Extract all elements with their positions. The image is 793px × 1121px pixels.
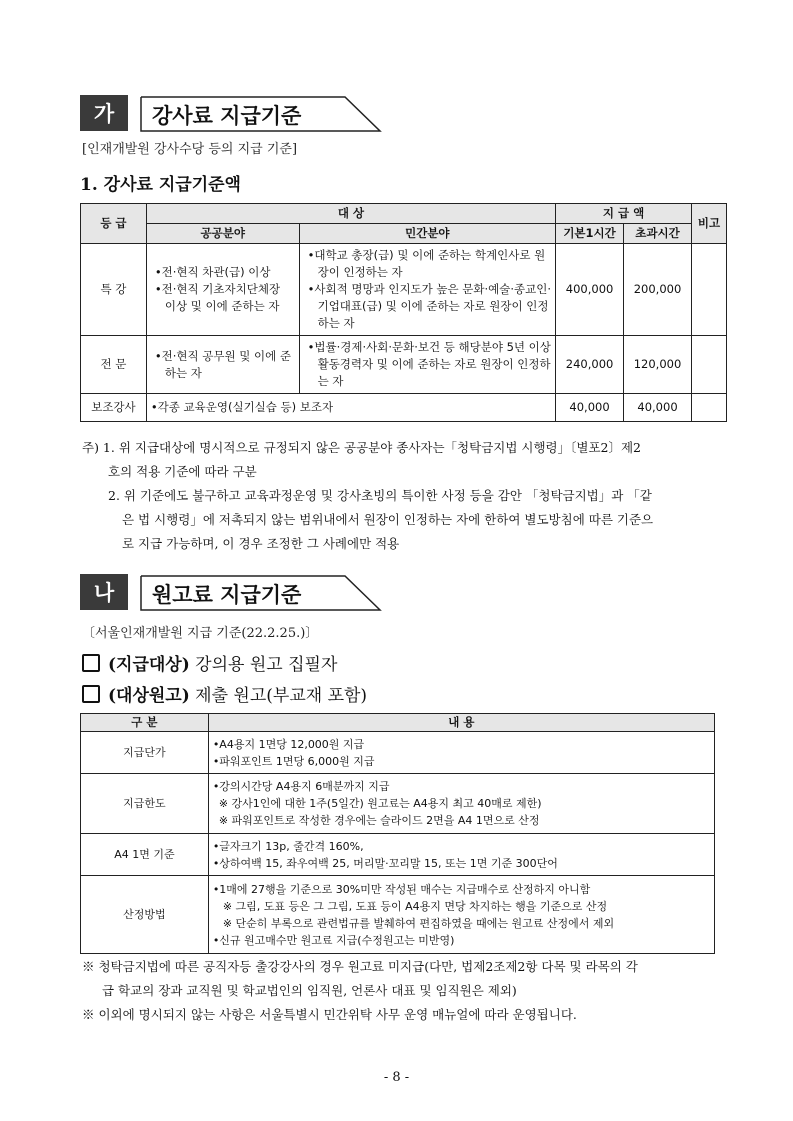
header-extra: 초과시간 — [624, 224, 692, 244]
criteria-label: (대상원고) — [108, 686, 190, 706]
content-cell — [208, 774, 714, 834]
public-item: •전·현직 차관(급) 이상 — [154, 265, 271, 279]
footnote-line: ※ 이외에 명시되지 않는 사항은 서울특별시 민간위탁 사무 운영 매뉴얼에 따라 운영됩니다. — [82, 1007, 577, 1022]
content-cell — [208, 876, 714, 954]
lecture-fee-table — [80, 203, 727, 422]
table-row — [81, 336, 727, 394]
public-item: •전·현직 공무원 및 이에 준하는 자 — [154, 348, 292, 380]
extra-fee: 200,000 — [624, 244, 692, 336]
grade-cell: 특 강 — [81, 244, 147, 336]
manuscript-fee-table — [80, 713, 715, 954]
public-cell — [146, 336, 299, 394]
page-number: - 8 - — [383, 1070, 410, 1085]
content-line: •신규 원고매수만 원고료 지급(수정원고는 미반영) — [212, 933, 455, 947]
category-cell: A4 1면 기준 — [81, 834, 209, 876]
table-row — [81, 732, 715, 774]
checkbox-icon — [82, 685, 100, 703]
private-item: •법률·경제·사회·문화·보건 등 해당분야 5년 이상 활동경력자 및 이에 준하는 자로 원장이 인정하는 자 — [307, 340, 551, 388]
private-item: •대학교 총장(급) 및 이에 준하는 학계인사로 원장이 인정하는 자 — [307, 248, 546, 279]
footnote-line: 주) 1. 위 지급대상에 명시적으로 규정되지 않은 공공분야 종사자는「청탁금지법 시행령」〔별포2〕제2 — [82, 440, 641, 455]
header-public: 공공분야 — [146, 224, 299, 244]
public-item: •전·현직 기초자치단체장 이상 및 이에 준하는 자 — [154, 282, 281, 313]
table-row — [81, 834, 715, 876]
content-cell — [208, 732, 714, 774]
subsection-heading: 1. 강사료 지급기준액 — [80, 175, 241, 195]
remark-cell — [692, 244, 727, 336]
header-grade: 등 급 — [81, 204, 147, 244]
header-content: 내 용 — [208, 714, 714, 732]
table-row — [81, 876, 715, 954]
content-line: ※ 그림, 도표 등은 그 그림, 도표 등이 A4용지 면당 차지하는 행을 기준으로 산정 — [222, 899, 608, 913]
content-cell — [208, 834, 714, 876]
criteria-line — [82, 650, 337, 675]
section-title-box — [140, 96, 385, 130]
remark-cell — [692, 336, 727, 394]
footnote-line: 로 지급 가능하며, 이 경우 조정한 그 사례에만 적용 — [122, 536, 400, 551]
section-note: [인재개발원 강사수당 등의 지급 기준] — [82, 142, 298, 157]
private-item: •사회적 명망과 인지도가 높은 문화·예술·종교인·기업대표(급) 및 이에 준하는 자로 원장이 인정하는 자 — [307, 282, 552, 330]
base-fee: 40,000 — [556, 394, 624, 422]
table-row — [81, 394, 727, 422]
header-remark: 비고 — [692, 204, 727, 244]
grade-cell: 보조강사 — [81, 394, 147, 422]
category-cell: 산정방법 — [81, 876, 209, 954]
header-category: 구 분 — [81, 714, 209, 732]
header-target: 대 상 — [146, 204, 555, 224]
header-amount: 지 급 액 — [556, 204, 692, 224]
content-line: ※ 강사1인에 대한 1주(5일간) 원고료는 A4용지 최고 40매로 제한) — [218, 797, 542, 810]
footnote-block — [82, 436, 653, 556]
grade-cell: 전 문 — [81, 336, 147, 394]
private-cell — [299, 244, 555, 336]
table-row — [81, 244, 727, 336]
section-badge-ga: 가 — [80, 95, 128, 131]
header-base: 기본1시간 — [556, 224, 624, 244]
content-line: •1매에 27행을 기준으로 30%미만 작성된 매수는 지급매수로 산정하지 아니함 — [212, 882, 591, 896]
content-line: ※ 단순히 부록으로 관련법규를 발췌하여 편집하였을 때에는 원고료 산정에서 제외 — [222, 916, 615, 930]
content-line: •A4용지 1면당 12,000원 지급 — [212, 737, 365, 751]
footnote-line: 은 법 시행령」에 저촉되지 않는 범위내에서 원장이 인정하는 자에 한하여 별도방침에 따른 기준으 — [122, 512, 654, 527]
category-cell: 지급단가 — [81, 732, 209, 774]
base-fee: 240,000 — [556, 336, 624, 394]
table-row — [81, 774, 715, 834]
criteria-text: 제출 원고(부교재 포함) — [189, 686, 368, 706]
footnote-block — [82, 955, 638, 1027]
footnote-line: 호의 적용 기준에 따라 구분 — [108, 464, 257, 479]
private-cell — [299, 336, 555, 394]
content-line: ※ 파워포인트로 작성한 경우에는 슬라이드 2면을 A4 1면으로 산정 — [218, 814, 540, 827]
remark-cell — [692, 394, 727, 422]
section-title-box — [140, 575, 385, 609]
content-line: •상하여백 15, 좌우여백 25, 머리말·꼬리말 15, 또는 1면 기준 300단어 — [212, 856, 558, 870]
category-cell: 지급한도 — [81, 774, 209, 834]
extra-fee: 120,000 — [624, 336, 692, 394]
content-line: •강의시간당 A4용지 6매분까지 지급 — [212, 780, 390, 793]
section-note: 〔서울인재개발원 지급 기준(22.2.25.)〕 — [82, 626, 319, 641]
checkbox-icon — [82, 654, 100, 672]
base-fee: 400,000 — [556, 244, 624, 336]
content-line: •파워포인트 1면당 6,000원 지급 — [212, 754, 375, 768]
section-title: 강사료 지급기준 — [152, 104, 302, 128]
footnote-line: ※ 청탁금지법에 따른 공직자등 출강강사의 경우 원고료 미지급(다만, 법제2조제2항 다목 및 라목의 각 — [82, 959, 638, 974]
criteria-text: 강의용 원고 집필자 — [189, 655, 338, 675]
public-cell — [146, 244, 299, 336]
header-private: 민간분야 — [299, 224, 555, 244]
section-badge-na: 나 — [80, 574, 128, 610]
assistant-desc: •각종 교육운영(실기실습 등) 보조자 — [146, 394, 555, 422]
footnote-line: 2. 위 기준에도 불구하고 교육과정운영 및 강사초빙의 특이한 사정 등을 감안 「청탁금지법」과 「같 — [108, 488, 652, 503]
footnote-line: 급 학교의 장과 교직원 및 학교법인의 임직원, 언론사 대표 및 임직원은 제외) — [102, 983, 517, 998]
extra-fee: 40,000 — [624, 394, 692, 422]
criteria-label: (지급대상) — [108, 655, 190, 675]
content-line: •글자크기 13p, 줄간격 160%, — [212, 839, 364, 853]
section-title: 원고료 지급기준 — [152, 583, 302, 607]
criteria-line — [82, 681, 367, 706]
